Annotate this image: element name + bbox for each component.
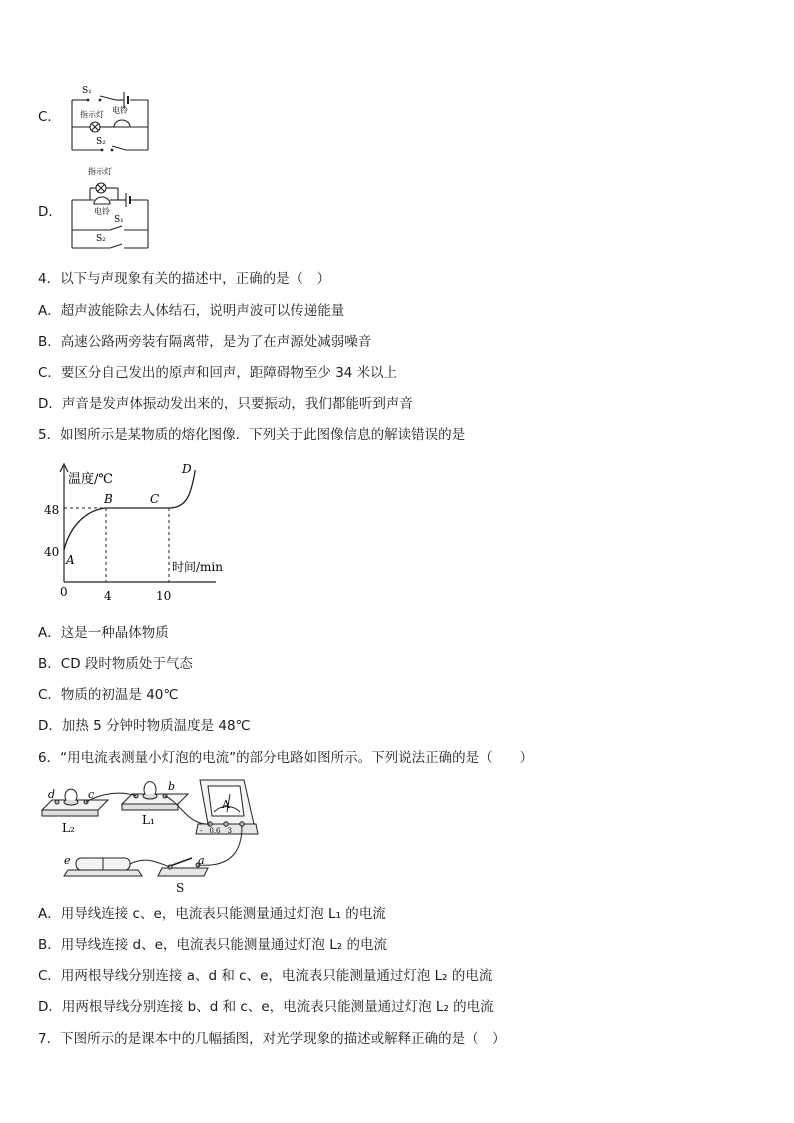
bell-label: 电铃	[94, 207, 110, 216]
question-4-stem: 4．以下与声现象有关的描述中，正确的是（ ）	[38, 271, 331, 287]
x-tick-4: 4	[104, 589, 112, 603]
y-axis-label: 温度/℃	[68, 472, 113, 487]
circuit-diagram-c	[66, 82, 156, 156]
lamp-label: 指示灯	[80, 110, 104, 119]
circuit-diagram-d	[66, 162, 156, 254]
option-c-figure-label: C．	[38, 109, 61, 125]
question-5-stem: 5．如图所示是某物质的熔化图像．下列关于此图像信息的解读错误的是	[38, 427, 466, 443]
point-label-a: A	[66, 553, 75, 567]
y-tick-40: 40	[44, 545, 60, 559]
lamp-l1-label: L₁	[142, 813, 155, 827]
question-4-option-d: D．声音是发声体振动发出来的，只要振动，我们都能听到声音	[38, 396, 413, 412]
switch-s1-label: S₁	[114, 215, 124, 225]
question-7-stem: 7．下图所示的是课本中的几幅插图，对光学现象的描述或解释正确的是（ ）	[38, 1031, 506, 1047]
origin-label: 0	[60, 585, 68, 599]
ammeter-circuit-figure	[38, 772, 268, 896]
option-d-figure-label: D．	[38, 204, 62, 220]
switch-s1-label: S₁	[82, 86, 92, 96]
ammeter-scale-label: - 0.6 3	[200, 827, 232, 835]
question-6-option-d: D．用两根导线分别连接 b、d 和 c、e，电流表只能测量通过灯泡 L₂ 的电流	[38, 999, 494, 1015]
question-4-option-b: B．高速公路两旁装有隔离带，是为了在声源处减弱噪音	[38, 334, 372, 350]
terminal-c-label: c	[88, 788, 95, 801]
point-label-d: D	[182, 462, 192, 476]
lamp-label: 指示灯	[88, 167, 112, 176]
question-6-stem: 6．“用电流表测量小灯泡的电流”的部分电路如图所示。下列说法正确的是（ ）	[38, 750, 534, 766]
ammeter-a-label: A	[222, 798, 230, 811]
point-label-c: C	[150, 492, 160, 506]
y-tick-48: 48	[44, 503, 60, 517]
x-axis-label: 时间/min	[172, 560, 223, 574]
question-6-option-a: A．用导线连接 c、e，电流表只能测量通过灯泡 L₁ 的电流	[38, 906, 386, 922]
question-5-option-b: B．CD 段时物质处于气态	[38, 656, 193, 672]
question-6-option-c: C．用两根导线分别连接 a、d 和 c、e，电流表只能测量通过灯泡 L₂ 的电流	[38, 968, 493, 984]
lamp-l2-label: L₂	[62, 821, 75, 835]
segment-ab	[64, 508, 106, 550]
question-4-option-a: A．超声波能除去人体结石，说明声波可以传递能量	[38, 303, 345, 319]
terminal-b-label: b	[168, 780, 176, 793]
terminal-e-label: e	[64, 854, 71, 867]
question-5-option-d: D．加热 5 分钟时物质温度是 48℃	[38, 718, 251, 734]
switch-s2-label: S₂	[96, 137, 106, 147]
melting-chart	[36, 458, 236, 608]
terminal-d-label: d	[48, 788, 56, 801]
terminal-a-label: a	[198, 854, 205, 867]
switch-s-label: S	[176, 881, 185, 895]
switch-s2-label: S₂	[96, 234, 106, 244]
question-5-option-c: C．物质的初温是 40℃	[38, 687, 179, 703]
question-6-option-b: B．用导线连接 d、e，电流表只能测量通过灯泡 L₂ 的电流	[38, 937, 387, 953]
x-tick-10: 10	[156, 589, 172, 603]
bell-label: 电铃	[112, 106, 128, 115]
question-4-option-c: C．要区分自己发出的原声和回声，距障碍物至少 34 米以上	[38, 365, 398, 381]
point-label-b: B	[104, 492, 113, 506]
question-5-option-a: A．这是一种晶体物质	[38, 625, 169, 641]
